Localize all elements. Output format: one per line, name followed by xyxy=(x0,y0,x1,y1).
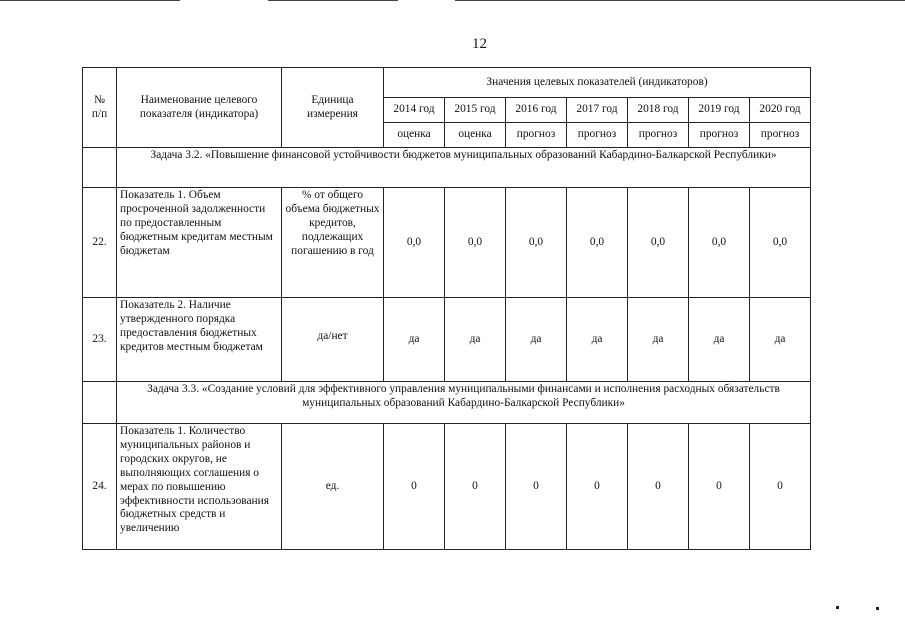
header-kind: прогноз xyxy=(506,123,567,148)
scan-edge-line xyxy=(0,0,180,1)
row-value: 0,0 xyxy=(506,188,567,298)
page-number: 12 xyxy=(472,36,487,52)
header-kind: оценка xyxy=(384,123,445,148)
row-value: 0 xyxy=(445,424,506,550)
row-unit: ед. xyxy=(282,424,384,550)
header-name: Наименование целевого показателя (индикатора) xyxy=(117,68,282,148)
scan-speck xyxy=(836,606,839,609)
row-value: 0,0 xyxy=(384,188,445,298)
header-kind: оценка xyxy=(445,123,506,148)
row-value: 0,0 xyxy=(445,188,506,298)
row-num: 24. xyxy=(83,424,117,550)
row-value: 0 xyxy=(750,424,811,550)
task-title: Задача 3.3. «Создание условий для эффективного управления муниципальными финансами и исполнения расходных обязательств муниципальных образований Кабардино-Балкарской Республики» xyxy=(117,382,811,424)
table-header xyxy=(83,68,811,148)
scan-edge-line xyxy=(268,0,398,1)
row-unit: % от общего объема бюджетных кредитов, подлежащих погашению в год xyxy=(282,188,384,298)
scan-speck xyxy=(876,607,879,610)
table-row xyxy=(83,188,811,298)
row-value: 0,0 xyxy=(567,188,628,298)
task-title: Задача 3.2. «Повышение финансовой устойчивости бюджетов муниципальных образований Кабардино-Балкарской Республики» xyxy=(117,148,811,188)
row-value: да xyxy=(689,298,750,382)
row-num: 23. xyxy=(83,298,117,382)
header-kind: прогноз xyxy=(750,123,811,148)
task-spacer xyxy=(83,148,117,188)
table-row xyxy=(83,424,811,550)
header-year: 2017 год xyxy=(567,98,628,123)
header-kind: прогноз xyxy=(628,123,689,148)
row-value: да xyxy=(384,298,445,382)
task-spacer xyxy=(83,382,117,424)
row-value: да xyxy=(628,298,689,382)
header-year: 2016 год xyxy=(506,98,567,123)
header-year: 2019 год xyxy=(689,98,750,123)
indicators-table xyxy=(82,67,811,550)
header-year: 2015 год xyxy=(445,98,506,123)
scan-edge-line xyxy=(455,0,905,1)
header-unit: Единица измерения xyxy=(282,68,384,148)
table-row xyxy=(83,298,811,382)
row-value: 0,0 xyxy=(750,188,811,298)
row-name: Показатель 1. Количество муниципальных районов и городских округов, не выполняющих соглашения о мерах по повышению эффективности использования бюджетных средств и увеличению xyxy=(117,424,282,550)
header-kind: прогноз xyxy=(689,123,750,148)
row-value: 0,0 xyxy=(689,188,750,298)
header-num: № п/п xyxy=(83,68,117,148)
task-section xyxy=(83,148,811,382)
header-year: 2014 год xyxy=(384,98,445,123)
row-value: 0 xyxy=(506,424,567,550)
row-name: Показатель 2. Наличие утвержденного порядка предоставления бюджетных кредитов местным бюджетам xyxy=(117,298,282,382)
row-num: 22. xyxy=(83,188,117,298)
header-values-group: Значения целевых показателей (индикаторов) xyxy=(384,68,811,98)
row-value: 0 xyxy=(384,424,445,550)
row-value: да xyxy=(506,298,567,382)
row-unit: да/нет xyxy=(282,298,384,382)
row-name: Показатель 1. Объем просроченной задолженности по предоставленным бюджетным кредитам местным бюджетам xyxy=(117,188,282,298)
header-year: 2018 год xyxy=(628,98,689,123)
row-value: 0,0 xyxy=(628,188,689,298)
row-value: 0 xyxy=(689,424,750,550)
header-kind: прогноз xyxy=(567,123,628,148)
row-value: да xyxy=(445,298,506,382)
header-year: 2020 год xyxy=(750,98,811,123)
row-value: да xyxy=(567,298,628,382)
row-value: да xyxy=(750,298,811,382)
task-section xyxy=(83,382,811,550)
row-value: 0 xyxy=(567,424,628,550)
row-value: 0 xyxy=(628,424,689,550)
